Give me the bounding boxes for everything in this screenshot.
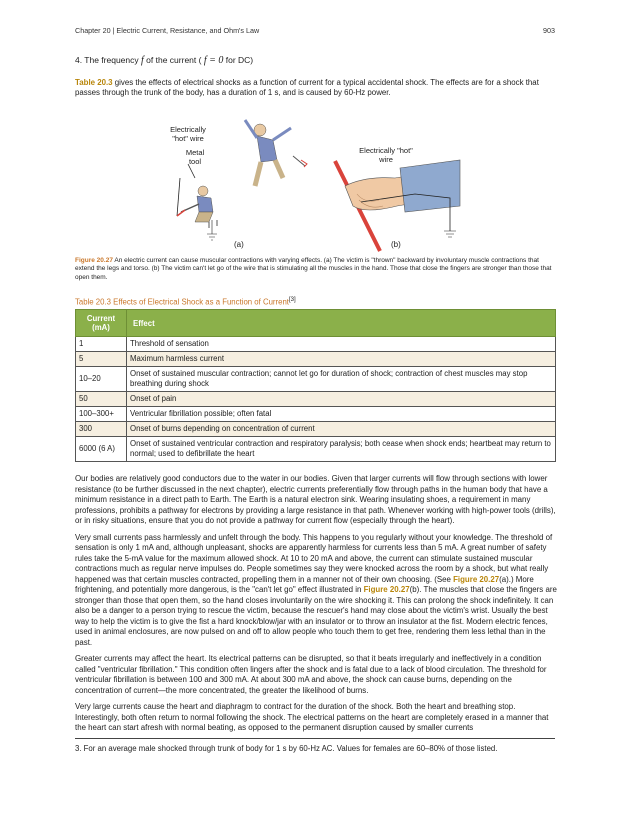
fig-label-metal-tool: Metal tool: [185, 148, 205, 166]
running-header: [75, 26, 555, 35]
footnote-divider: [75, 738, 555, 739]
paragraph-3: Greater currents may affect the heart. Its electrical patterns can be disrupted, so that it beats irregularly and ineffectively in a condition called "ventricular fibrillation." This condition often lingers after the shock and is fatal due to a lack of blood circulation. The threshold for ventricular fibrillation is between 100 and 300 mA. At about 300 mA and above, the shock can cause burns, depending on the concentration of current—the more concentrated, the greater the likelihood of burns.: [75, 654, 547, 695]
paragraph-2: Very small currents pass harmlessly and unfelt through the body. This happens to you regularly without your knowledge. The threshold of sensation is only 1 mA and, although unpleasant, shocks are apparently harmless for currents less than 5 mA. A great number of safety rules take the 5-mA value for the maximum allowed shock. At 10 to 20 mA and above, the current can stimulate sustained muscular contractions much as regular nerve impulses do. People sometimes say they were knocked across the room by a shock, but what really happened was that certain muscles contracted, propelling them in a manner not of their own choosing. (See Figure 20.27(a).) More frightening, and potentially more dangerous, is the "can't let go" effect illustrated in Figure 20.27(b). The muscles that close the fingers are stronger than those that open them, so the hand closes involuntarily on the wire shocking it. This can prolong the shock indefinitely. It can also be a danger to a person trying to rescue the victim, because the rescuer's hand may close about the victim's wrist. Usually the best way to help the victim is to give the fist a hard knock/blow/jar with an insulator or to throw an insulator at the fist. Modern electric fences, used in animal enclosures, are now pulsed on and off to allow people who touch them to get free, rendering them less lethal than in the past.: [75, 532, 557, 647]
list-item-4: 4. The frequency f of the current ( f = 0 for DC): [75, 55, 254, 66]
fig-panel-b-label: (b): [391, 240, 401, 249]
body-text: [75, 474, 559, 740]
paragraph-4: Very large currents cause the heart and diaphragm to contract for the duration of the shock. Both the heart and breathing stop. Interestingly, both often return to normal following the shock. The electrical patterns on the heart are completely erased in a manner that the heart can start afresh with normal beating, as opposed to the permanent disruption caused by smaller currents: [75, 702, 549, 732]
table-header-row: [76, 310, 556, 337]
intro-paragraph: Table 20.3 gives the effects of electrical shocks as a function of current for a typical accidental shock. The effects are for a shock that passes through the trunk of the body, has a duration of 1 s, and is caused by 60-Hz power.: [75, 78, 539, 98]
shock-effects-table: [75, 309, 556, 462]
footnote-3: 3. For an average male shocked through trunk of body for 1 s by 60-Hz AC. Values for females are 60–80% of those listed.: [75, 744, 498, 753]
figure-caption-label: Figure 20.27: [75, 257, 113, 264]
col-header-current: Current (mA): [76, 310, 127, 337]
table-row: 300 Onset of burns depending on concentration of current: [76, 422, 556, 437]
panel-b-illustration: [335, 160, 460, 251]
table-row: 10–20 Onset of sustained muscular contraction; cannot let go for duration of shock; contraction of chest muscles may stop breathing during shock: [76, 367, 556, 392]
figure-20-27: [165, 116, 465, 256]
table-title: Table 20.3 Effects of Electrical Shock as a Function of Current[3]: [75, 297, 296, 307]
table-row: 100–300+ Ventricular fibrillation possible; often fatal: [76, 407, 556, 422]
footnote-marker[interactable]: [3]: [288, 297, 296, 303]
figure-link[interactable]: Figure 20.27: [363, 585, 410, 594]
table-link[interactable]: Table 20.3: [75, 78, 113, 87]
chapter-title: Chapter 20 | Electric Current, Resistance, and Ohm's Law: [75, 26, 260, 35]
page-number: 903: [543, 26, 555, 35]
col-header-effect: Effect: [127, 310, 556, 337]
figure-caption: Figure 20.27 An electric current can cause muscular contractions with varying effects. (a) The victim is "thrown" backward by involuntary muscle contractions that extend the legs and torso. (b) The victim can't let go of the wire that is stimulating all the muscles in the hand. Those that close the fingers are stronger than those that open them.: [75, 257, 552, 281]
fig-label-hot-wire-b: Electrically "hot" wire: [359, 146, 413, 164]
fig-panel-a-label: (a): [234, 240, 244, 249]
figure-link[interactable]: Figure 20.27: [453, 574, 500, 584]
table-row: 5 Maximum harmless current: [76, 352, 556, 367]
table-row: 1 Threshold of sensation: [76, 337, 556, 352]
fig-label-hot-wire-a: Electrically "hot" wire: [170, 125, 206, 143]
table-row: 50 Onset of pain: [76, 392, 556, 407]
paragraph-1: Our bodies are relatively good conductors due to the water in our bodies. Given that larger currents will flow through sections with lower resistance (to be further discussed in the next chapter), electric currents preferentially flow through paths in the human body that have a minimum resistance in a direct path to Earth. The Earth is a natural electron sink. Wearing insulating shoes, a requirement in many professions, prohibits a pathway for electrons by providing a large resistance in that path. Whenever working with high-power tools (drills), or in risky situations, ensure that you do not provide a pathway for current flow (especially through the heart).: [75, 474, 556, 525]
equation: f = 0: [203, 55, 224, 66]
table-row: 6000 (6 A) Onset of sustained ventricular contraction and respiratory paralysis; both cease when shock ends; heartbeat may return to normal; used to defibrillate the heart: [76, 437, 556, 462]
